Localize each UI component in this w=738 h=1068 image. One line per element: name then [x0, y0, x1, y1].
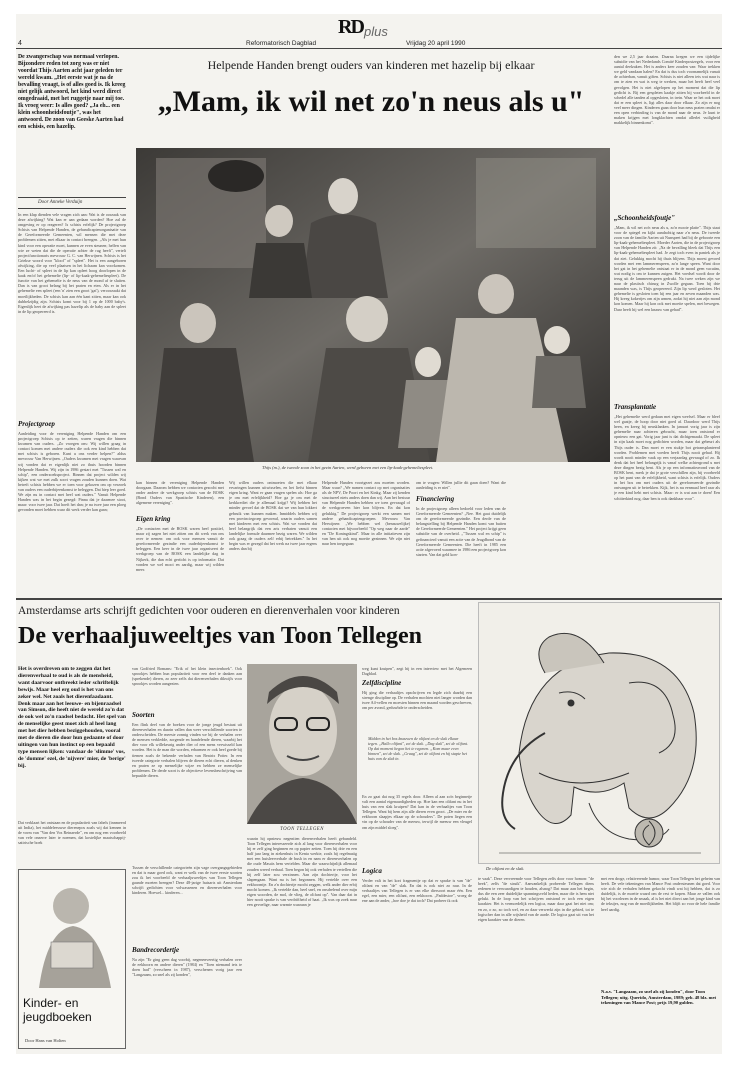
article1-col5-text-a: om te vragen: Willen jullie dit gaan doen? Want die aanleiding is er niet".: [416, 480, 506, 491]
article2-col2-text-d: Na zijn "Er ging geen dag voorbij, negenenveertig verhalen over de eekhoorn en andere dieren" (1984) en "Toen niemand iets te doen had" (verscheen in 1987), verschenen vorig jaar een "Langzaam, zo snel als zij konden",: [132, 957, 242, 978]
book-info: N.a.v. "Langzaam, zo snel als zij konden", door Toon Tellegen; uitg. Querido, Amsterdam, 1989; geb. 48 blz. met tekeningen van Mance Post; prijs 19,90 gulden.: [601, 989, 717, 1006]
subhead-soorten: Soorten: [132, 711, 155, 719]
byline-rule: [18, 208, 126, 209]
masthead: [16, 14, 722, 46]
elephant-snail-graphic: [479, 603, 720, 864]
article1-col4-text: Helpende Handen voortgezet zou moeten worden. Maar waar? „We namen contact op met organisaties als de NPV, De Poort en het Kinkg. Maar zij kenden structureel niets anders doen dan wij. Aan het bestuur van Helpende Handen hebben we toen gevraagd of de werkgroeven hier kon blijven. En dat kon gelukkig." De projectgroep werkt een samen met andere gehandicaptengroepen. Mevrouw Van Herwijnen: „We hebben wel (benauwelijke) contacten met bijvoorbeeld "Op weg naar de aarde" en "De Koningskind". Maar in alle initiatieven zijn van hen uit ook nog moeite gezinnen. We zijn niet naar hen toegegaan: [322, 480, 410, 547]
reading-child-illustration: [21, 872, 125, 992]
article2-col4-text-b: Hij ging die verhaaltjes opschrijven en legde zich daarbij een strenge discipline op. De verhalen mochten niet langer worden dan twee A4-vellen en moesten binnen een maand worden geschreven, om per avond, geduwbde te onderscheiden.: [362, 690, 472, 711]
drawing-caption: De olifant en de slak.: [486, 866, 525, 871]
article1-col2-text-a: kan binnen de vereniging Helpende Handen doorgaan. Daarom hebben we contacten gezocht met onder andere de werkgroep schisis van de BOSK (Bond Ouders van Spastische Kinderen), een algemene vereniging".: [136, 480, 224, 506]
family-photo-caption: Thijs (m.), de tweede zoon in het gezin Aarten, werd geboren met een lip-kaak-gehemeltespleet.: [262, 465, 434, 470]
article1-col1-text-b: Aanleiding voor de vereniging Helpende Handen om een projectgroep Schisis op te zetten, waren vragen die binnen kwamen van ouders. „Zo vroegen ons: Wij willen graag in contact komen met andere ouders die ook een kind hebben dat met schisis is geboren. Kunt u ons verder helpen?" aldus mevrouw Van Herwijnen. „Ouders kwamen met vragen waarvan wij vonden dat er eigenlijk niet zo thuis hoorden binnen Helpende Handen. Wij zijn in 1986 gestart met "Tussen wal en schip", een onderzoeksproject. Binnen dat project wilden wij kijken wat we met zulk soort vragen zouden kunnen doen. Wat betreft schisis hebben we er toen voor gekozen om op verzoek van ouders een ouderbijeenkomst te beleggen. Dat hiep leer goed. We zijn nu in contact met heel wat ouders." Vanuit Helpende Handen was in het begin gezegd: Pinna dat je daarmee stoot, maar: voor twee jaar. Dat hoeft het dan; je na twee jaar een ploeg gevonden moet hebben waar dit werk verder kan gaan;: [18, 431, 126, 513]
kinderboeken-box: [18, 869, 126, 1049]
article2-quote: Midden in het bos knauwen de olifant en de slak elkaar tegen. „Hallo olifant", zei de slak. „Dag slak", zei de olifant. Op dat moment begon het te regenen. „Kom maar even binnen", zei de slak. „Graag", zei de olifant en hij stapte het huis van de slak in.: [368, 736, 468, 762]
subhead-financiering: Financiering: [416, 495, 455, 503]
portrait-caption: TOON TELLEGEN: [280, 827, 324, 832]
article2-intro: Het is overdreven om te zeggen dat het dierenverhaal te oud is als de mensheid, want daarvoor ontbreekt ieder schriftelijk bewijs. Maar heel erg oud is het van ons zeker wel. Net zoals het dierenfaadaant. Denk maar aan het leeuwe- en bijenraadsel van Simson, die heeft niet de wereld zo'n dat de ook wel zo'n raadsel bedacht. Het spel van de menselijke geest moet zich al heel lang met het dier hebben beziggehouden, vooral met de dieren die door hun gedaante of door uitingen van hun instinct op een bepaald type mensen lijken: vandaar de 'slimme' vos, de 'domme' ezel, de 'nijvere' mier, de 'berige' bij.: [18, 666, 126, 769]
newspaper-page: [16, 14, 722, 1054]
article2-col4-text-d: Verder valt in het kort fragmentje op dat er sprake is van "de" olifant en van "de" slak. En dat is ook niet zo raar. In de verhaaltjes van Tellegen is er van elke diersoort maar één. Een egel, een mier, een olifant, een eekhoorn. „Paddestoe", vroeg de ene aan de ander, „hoe doe je dat toch? Dat probeer ik ook: [362, 878, 472, 904]
logo: [338, 16, 398, 38]
article2-col4-text-c: En zo gaat dat nog 35 regels door. Alleen al aan zo'n beginnetje valt een aantal eigenaardigheden op. Hoe kan een olifant nu in het huis van een slak kruipen? Dat kan in de verhaaltjes van Toon Tellegen. Want bij hem zijn alle dieren even groot. „De mier en de eekhoorn slaapjes elkaar op de schouders". De poten liegen een vin op de schouder van de meeuw, terwijl de meeuw een vleugel om zijn middel sloeg".: [362, 794, 472, 830]
masthead-rule: [16, 48, 722, 49]
article1-right-text-b: „Mam, ik wil net zo'n neus als u, zo'n mooie platte". Thijs staat voor de spiegel en kijkt aandachtig naar z'n neus. De tweede zoon van de familie Aarten uit Nunspeet had bij de geboorte een lip-kaak-gehemeltespleet. Moeder Aarten, die in de projectgroep van Helpende Handen zit: „Na de bevalling bleek dat Thijs een lip-kaak-gehemeltespleet had. Je zegt toch even in paniek als je dat ziet. Gelukkig mocht hij thuis blijven. Thijs moest gevoed worden met een lammerenspeen, zo'n lange speen. Want door het gat in het gehemelte ontstaat er in de mond geen vacuüm, wat nodig is om te kunnen zuigen. Het voedsel wordt door de terug uit de lammerenspeen gedrukt. Na twee weken zijn we naar de plastisch chirurg in Zwolle gegaan. Toen hij drie maanden was, is Thijs geopereerd. Zijn lip werd gesloten. Het gehemelte is gesloten toen hij een jaar en zeven maanden was. Hij kreeg kokertjes om zijn armen, zodat hij niet aan zijn mond kon komen. Maar hij kon ook met moeite spelen, met bewegen. Daar heeft hij wel een knauw van gehad".: [614, 225, 720, 312]
subhead-transplantatie: Transplantatie: [614, 403, 657, 411]
article1-col2-text-b: „De contacten met de BOSK waren heel positief, maar zij zagen het niet zitten om dit werk van ons over te nemen: om ook voor mensen vanuit de gereformeerde gezindte een ouderbijeenkomst te beleggen. Een keer in de twee jaar organiseert de werkgroep van de BOSK een landelijke dag in Nijkerk, die dan echt geriicht is op informatie. Dat vonden we wel mooi en aardig, maar wij wilden meer.: [136, 526, 224, 572]
article1-byline: Door Anneke Verduijn: [38, 200, 83, 205]
family-photo: [136, 148, 610, 462]
article1-right-text-c: „Het gehemelte werd gedaan met eigen weefsel. Maar er bleef wel gaatje, de hoop door niet goed af. Daardoor werd Thijs heen, en kreeg hij neusklanken. In januari vorig jaar is zijn gehemelte naar achteren gebracht, maar toen ontstond er opnieuw een gat. Vorig jaar juni is dat dichtgemaakt. De spleet in zijn kaak moet nog gedichten worden, maar dat gebeurt als Thijs ouder is. Dan moet er een stukje bot getransplanteerd worden. Problemen met voeden heeft Thijs nooit gehad. Hij wordt nooit minder vaak op een verjaardag gevraagd of zo. Ik denk dat het heel belangrijk is vanaf welke achtergrond u met deze dingen bezig bent. Als je op een informatieavond van de BOSK bent, merk je dat je grote verschillen zijn, bij voorbeeld op het punt van de erfelijkheid, want schisis is erfelijk. Ouders in het bos om met ouders uit de gereformeerde gezindte ontvangen uit te betrekken. Kijk, het is nu eenmaal heel raar als je een kind hebt met schisis. Maar: er is wat aan te doen! Een schitterkind nog, daar ben is ook dankbaar voor".: [614, 414, 720, 501]
kinderboeken-title: Kinder- en jeugdboeken: [23, 996, 92, 1024]
article-divider: [16, 598, 722, 600]
article1-intro: De zwangerschap was normaal verlopen. Bijzondere reden tot zorg was er niet voordat Thijs Aarten acht jaar geleden ter wereld kwam. „Het eerste wat je na de bevalling vraagt, is of alles goed is. Ik kreeg niet gelijk antwoord, het kind werd direct omgedraaid, met het ruggetje naar mij toe. Ik vroeg weer: Is alles goed? „Ja eh... een klein schoonheidsfoutje", was het antwoord. De zoon van Geeske Aarten had een schisis, een hazelip.: [18, 54, 126, 130]
subhead-logica: Logica: [362, 867, 382, 875]
tellegen-portrait: [247, 664, 357, 824]
article1-col3-text: Wij willen ouders ontmoeten die met elkaar ervaringen kunnen uitwisselen, en het liefst binnen eigen kring. Want er gaan vragen spelen als: Hoe ga je om met erfelijkheid? Hoe ga je om met de kerkkrediet die je allemaal krijgt? Wij hebben het minder gevoel dat de BOSK dat we van hun lokkert gebruik van kunnen maken. Inmiddels hebben wij een provinciegroep gevormd, waarin ouders samen met kinderen met een schisis. Wat we vonden dat heel belangrijk dat een arts verbaten vanuit een landelijke formule daarmee bezig waren. We wilden ook graag de ouders zelf erbij betrekken." In het begin was er gezegd dat het werk na twee jaar ergens anders dan bij: [229, 480, 317, 552]
subhead-projectgroep: Projectgroep: [18, 420, 55, 428]
intro-rule: [18, 197, 126, 198]
article2-col6-text: met een droge, relativerende humor, waar Toon Tellegen het geheim van heeft. De vele tekeningen van Mance Post ondersteunen dat goed. Voor wie zich de verhalen hebben gekocht vindt wat hij hebben, dat is zo duidelijk, is de moeite waard om de rest te kopen. Maar ze vallen ook bij het voorlezen in de smaak, al is het niet direct aan het jonge kind van de tekstjes, nog van de moeilijkheden. Het blijft zo voor de hele familie heel aardig.: [601, 876, 720, 912]
logo-letters: RD: [338, 16, 363, 38]
article2-kicker: Amsterdamse arts schrijft gedichten voor ouderen en dierenverhalen voor kinderen: [18, 605, 400, 617]
article2-col5-text: te vaak". Deze vervreemde voor Tellegen zelfs door voor homon: "de beek", zelfs "de struik". Aanvankelijk probeerde Tellegen diens redenen te verwaardigen te houden, alsnog? Dat maar aan het begin, dus die een zeer duidelijke spanningsveld heden, maar die is hem niet gelukt. In de loop van het schrijven ontstond er toch een eigen karakter. Het is vermoedelijk een logica, maar daar gaat het niet om; en zo, o zo, zo toch wel, en zo daar verwerkt zijn in die gebied, tot te logischer dan in alle wijsheid van de aarde. De logica gaat uit van het eigen karakter van de dieren.: [478, 876, 594, 922]
article2-col2-text-c: Tussen de verschillende categorieën zijn vage overgangsgebieden en dat is maar goed ook, want er welk van de twee eerste soorten zou ik het voorbeeld de verhaaljuweeltjes van Toon Tellegen gaande moeten brengen? Deze 48-jarige huisarts uit Amsterdam schrijft gedichten voor volwassenen en dierenverhalen voor kinderen. Hoewel... kinderen...: [132, 865, 242, 896]
issue-date: Vrijdag 20 april 1990: [406, 40, 466, 47]
paper-name: Reformatorisch Dagblad: [246, 40, 317, 47]
article2-col4-text-a: weg kunt kruipen", zegt hij in een interview met het Algemeen Dagblad.: [362, 666, 472, 677]
article1-headline: „Mam, ik wil net zo'n neus als u": [157, 85, 585, 118]
article2-col2-text-b: Een flink deel van de boeken voor de jonge jeugd bestaat uit dierenverhalen en daarin vallen dan weer verschillende soorten te onderscheiden. De meeste zonnig vinden we bij de verhalen over de mensen verkledde, zorgende en handelende dieren, waarbij het dier voor elk willekeurig ander dier of een mens verwisseld kan worden. Het is de man die worden, erbarmen er ook heel goede bij tiemen zoals de bekende verhalen van Beatrix Potter. In een tweede categorie verhalen blijven de dieren echt dieren, al denken en praten ze op menselijke wijze en hebben ze menselijke problemen. De derde soort is de objectieve levensbeschrijving van bepaalde dieren.: [132, 722, 242, 778]
article1-col5-text-b: In de projectgroep alleen bedoeld voor leden van de Gereformeerde Gemeenten? „Nee. Het gaat duidelijk om de gereformeerde gezindte. Een derde van de belangstelling bij Helpende Handen komt van buiten de Gereformeerde Gemeenten." Het project krijgt geen subsidie van de overheid. „"Tussen wal en schip" is gefinancierd vanuit een actie van de Jeugdbond van de Gereformeerde Gemeenten. Die heeft in 1985 een actie afgevoerd waarmee in 1986 een projectgroep kon starten. Van dat geld kon-: [416, 506, 506, 557]
subhead-zelfdiscipline: Zelfdiscipline: [362, 679, 402, 687]
article1-kicker: Helpende Handen brengt ouders van kinderen met hazelip bij elkaar: [207, 58, 535, 72]
article2-col3-text: waarin hij opnieuw negentien dierenverhalen heeft gebundeld. Toon Tellegen interesseerde zich al lang voor dierenverhalen voor hij er zelf ging beginnen en op papier zetten. Toen hij drie en een half jaar lang in ziekenhuis in Kenia werkte, zoals hij regelmatig met een huisleerverhale de bush in en nam er dierenverhalen op die oude Masaïs hem vertelden. Maar die waarschijnlijk allemaal zouden wreed verhaal. Toen begon hij ook verhalen te vertellen die hij zelf later zou verzinnen. Aan zijn dochtertje, voor het slapengaan. Want nu is het begonnen. Hij vertelde over een eekhoorntje. En z'n dochtertje mocht zeggen, welk ander dier erbij mocht komen. „Ik vertelde dan, heel snel, en onsdrelend over mijn eigen woorden, de mol, de vlieg, de olifant op". Van daar dat in hier nooit sprake is van verdriftheid of haat. „Ik was op zoek naar een gevoelige, naar warmte waaraan je: [247, 836, 357, 908]
article1-right-text-a: den we 2,5 jaar draaien. Daarna kregen we een tijdelijke subsidie van het Nederlands Comité Kinderpostzegels, voor een aantal deelzaken. Het is anders keer zouden van: Waar trekken we geld vandaan halen? En dat is dus toch voornamelijk vanuit de achterban, vanuit giften. Schisis is niet alleen iets wat naar is om te zien en wat is weg te werken, maar het heeft heel veel gevolgen. Het is niet afgelopen op het moment dat die lip gedicht is. Bij een gespleten kaakje zitten bij voorbeeld in de schedel alle tanden al opgesloten, in trein. Waar ze het ook moet dat er een spleet is, ligt alles daar door elkaar. Zo zijn er nog veel meer dingen. Kinderen gaan door hun neus praten omdat er een open verbinding is van de mond naar de neus. Je kunt te maken krijgen met longklachten omdat allerlei vuiligheid makkelijk binnenkomt".: [614, 54, 720, 126]
article1-col1-text-a: In een klap dienden vele vragen zich aan: Wat is de oorzaak van deze afwijking? Wat kan er aan gedaan worden? Hoe zal de omgeving er op reageren? Is schisis erfelijk? De projectgroep Schisis van Helpende Handen, de gehandicaptenorganisatie van de Gereformeerde Gemeenten, wil mensen die met deze problemen zitten, met elkaar in contact brengen. „Als je met hun kind voor een operatie moet, kunnen ze even steunen; helfen van wie ze weten dat die de operatie achter de rug heeft", vertelt projectfunctionaris mevrouw G. C. van Herwijnen. Schisis is het Griekse woord voor "kloof" of "spleet". Het is een aangeboren afwijking, die op veel plaatsen in het lichaam kan voorkomen. Een lucht- of spleet in de lip kan opleet hoog doorlopen in de kaak en/of het gehemelte (lip- of lip-kaak-gehemeltespleet). De functie van het gehemelte is de neus van de mond af te sluiten. Dan is van groot belang bij het praten en eten. Als er in het gehemelte een spleet (een 'n' zien een groot 'gat'), veroorzaakt dat moeilijkheden. De schisis kan aan één kant zitten, maar kan ook dubbelzijdig zijn. Schisis komt voor bij 1 op de 1000 baby's. Eigenlijk heet de afwijking pas hazelip als de baby aan de spleet in de lip geopereerd is.: [18, 212, 126, 314]
article2-col1-text: Dat verklaart het ontstaan en de populariteit van fabels (innmeerd uit India), het middeleeuwse dierenepos zoals wij dat kennen in de vorm van "Van den Vos Reinaerde", en om nog een voorbeeld van vele onzerre later te noemen, dat kostelijke maatschappij-satirische boek: [18, 820, 126, 846]
article2-headline: De verhaaljuweeltjes van Toon Tellegen: [18, 623, 423, 649]
logo-plus: plus: [364, 24, 388, 39]
elephant-snail-drawing: [478, 602, 720, 864]
subhead-eigen-kring: Eigen kring: [136, 515, 171, 523]
tellegen-portrait-graphic: [247, 664, 357, 824]
subhead-bandrecordertje: Bandrecordertje: [132, 946, 180, 954]
kinderboeken-byline: Door Hans van Holten: [25, 1038, 66, 1043]
article2-col2-text-a: van Godfried Bomans: "Erik of het klein insectenboek". Ook sprookjes hebben hun populariteit voor een deel te danken aan (sprekende) dieren, zo zeer zelfs dat dierenverhalen dikwijls voor sprookjes worden aangezien.: [132, 666, 242, 687]
page-number: 4: [18, 40, 22, 47]
family-photo-graphic: [136, 148, 610, 462]
subhead-schoonheidsfoutje: „Schoonheidsfoutje": [614, 214, 676, 222]
